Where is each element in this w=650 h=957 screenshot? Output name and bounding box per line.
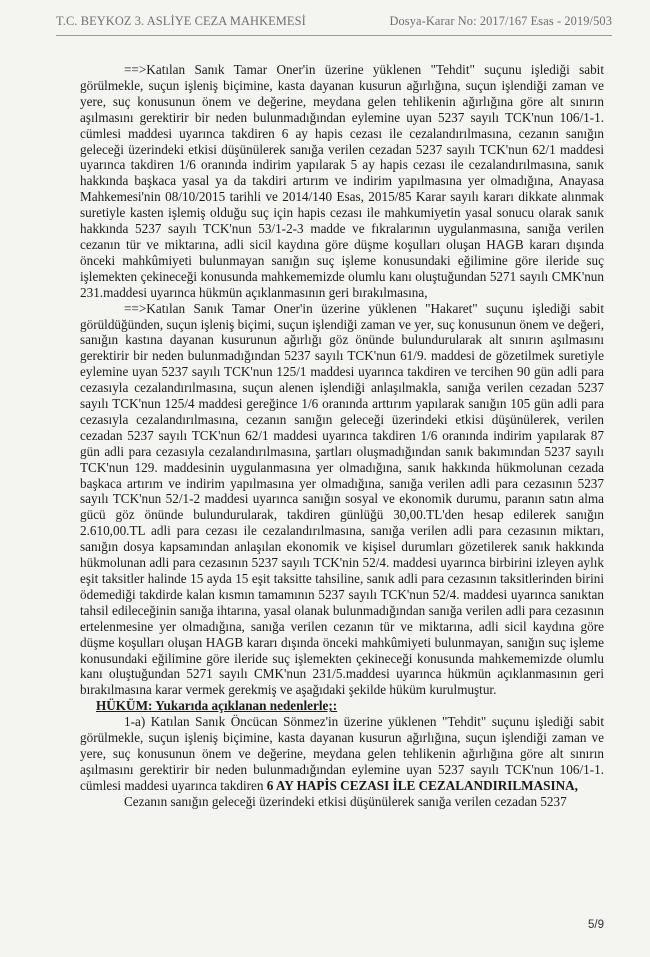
page-number: 5/9 (588, 919, 604, 931)
file-number: Dosya-Karar No: 2017/167 Esas - 2019/503 (389, 14, 612, 28)
paragraph-tehdit-tamar: ==>Katılan Sanık Tamar Oner'in üzerine yüklenen "Tehdit" suçunu işlediği sabit görülmekle, suçun işleniş biçimine, kasta dayanan kusurun ağırlığına, suçun işlendiği zaman ve yere, suç konusunun önem ve değerine, meydana gelen tehlikenin ağırlığına göre alt sınırın aşılmasını gerektirir bir neden bulunmadığından eylemine uyan 5237 sayılı TCK'nun 106/1-1. cümlesi maddesi uyarınca takdiren 6 ay hapis cezası ile cezalandırılmasına, cezanın sanığın geleceği üzerindeki etkisi düşünülerek sanığa verilen cezadan 5237 sayılı TCK'nun 62/1 maddesi uyarınca takdiren 1/6 oranında indirim yapılarak 5 ay hapis cezası ile cezalandırılmasına, sanık hakkında başkaca yasal ya da takdiri artırım ve indirim yapılmasına yer olmadığına, Anayasa Mahkemesi'nin 08/10/2015 tarihli ve 2014/140 Esas, 2015/85 Karar sayılı kararı dikkate alınmak suretiyle kasten işlemiş olduğu suç için hapis cezası ile mahkumiyetin yasal sonucu olarak sanık hakkında 5237 sayılı TCK'nun 53/1-2-3 madde ve fıkralarının uygulanmasına, sanığa verilen cezanın tür ve miktarına, adli sicil kaydına göre düşme koşulları oluşan HAGB kararı dışında önceki mahkûmiyeti bulunmayan sanığın suç işleme konusundaki eğilimine göre ileride suç işlemekten çekineceği konusunda mahkememizde olumlu kanı oluştuğundan 5271 sayılı CMK'nun 231.maddesi uyarınca hükmün açıklanmasının geri bırakılmasına, (80, 62, 604, 300)
paragraph-ceza-etkisi: Cezanın sanığın geleceği üzerindeki etkisi düşünülerek sanığa verilen cezadan 5237 (124, 793, 567, 809)
document-header (56, 14, 612, 29)
hukum-heading: HÜKÜM: Yukarıda açıklanan nedenlerle;: (96, 698, 338, 714)
court-name: T.C. BEYKOZ 3. ASLİYE CEZA MAHKEMESİ (56, 14, 306, 28)
paragraph-tehdit-oncucan-text: 1-a) Katılan Sanık Öncücan Sönmez'in üzerine yüklenen "Tehdit" suçunu işlediği sabit görülmekle, suçun işleniş biçimine, kasta dayanan kusurun ağırlığına, suçun işlendiği zaman ve yere, suç konusunun önem ve değerine, meydana gelen tehlikenin ağırlığına göre alt sınırın aşılmasını gerektirir bir neden bulunmadığından eylemine uyan 5237 sayılı TCK'nun 106/1-1. cümlesi maddesi uyarınca takdiren (80, 714, 604, 793)
paragraph-tehdit-oncucan (80, 714, 604, 794)
sentence-emphasis: 6 AY HAPİS CEZASI İLE CEZALANDIRILMASINA, (266, 777, 578, 793)
document-body (80, 62, 604, 810)
header-divider (56, 35, 612, 36)
paragraph-hakaret-tamar: ==>Katılan Sanık Tamar Oner'in üzerine yüklenen "Hakaret" suçunu işlediği sabit görüldüğünden, suçun işleniş biçimi, suçun işlendiği zaman ve yer, suç konusunun önem ve değeri, sanığın kastına dayanan kusurunun ağırlığı göz önünde bulundurularak alt sınırın aşılmasını gerektirir bir neden bulunmadığından 5237 sayılı TCK'nun 61/9. maddesi de gözetilmek suretiyle eylemine uyan 5237 sayılı TCK'nun 125/1 maddesi uyarınca takdiren ve tercihen 90 gün adli para cezasıyla cezalandırılmasına, suçun alenen işlendiği anlaşılmakla, sanığa verilen cezadan 5237 sayılı TCK'nun 125/4 maddesi gereğince 1/6 oranında arttırım yapılarak sanığın 105 gün adli para cezasıyla cezalandırılmasına, cezanın sanığın geleceği üzerindeki etkisi düşünülerek, verilen cezadan 5237 sayılı TCK'nun 62/1 maddesi uyarınca takdiren 1/6 oranında indirim yapılarak 87 gün adli para cezasıyla cezalandırılmasına, şartları oluşmadığından sanık bakımından 5237 sayılı TCK'nun 129. maddesinin uygulanmasına yer olmadığına, sanık hakkında hükmolunan cezada başkaca artırım ve indirim yapılmasına yer olmadığına, sanığa verilen adli para cezasının 5237 sayılı TCK'nun 52/1-2 maddesi uyarınca sanığın sosyal ve ekonomik durumu, paranın satın alma gücü göz önünde bulundurularak, takdiren günlüğü 30,00.TL'den hesap edilerek sanığın 2.610,00.TL adli para cezası ile cezalandırılmasına, sanığa verilen adli para cezasının miktarı, sanığın dosya kapsamından anlaşılan ekonomik ve kişisel durumları gözetilerek sanık hakkında hükmolunan adli para cezasının 5237 sayılı TCK'nin 52/4. maddesi uyarınca birbirini izleyen aylık eşit taksitler halinde 15 ayda 15 eşit taksitte tahsiline, sanık adli para cezasının taksitlerinden birini ödemediği takdirde kalan kısmın tamamının 5237 sayılı TCK'nun 52/4. maddesi uyarınca sanıktan tahsil edileceğinin sanığa ihtarına, yasal olanak bulunmadığından sanığa verilen adli para cezasının ertelenmesine yer olmadığına, sanığa verilen cezanın tür ve miktarına, adli sicil kaydına göre düşme koşulları oluşan HAGB kararı dışında önceki mahkûmiyeti bulunmayan, sanığın suç işleme konusundaki eğilimine göre ileride suç işlemekten çekineceği konusunda mahkememizde olumlu kanı oluştuğundan 5271 sayılı CMK'nun 231/5.maddesi uyarınca hükmün açıklanmasının geri bırakılmasına karar vermek gerekmiş ve aşağıdaki şekilde hüküm kurulmuştur. (80, 300, 604, 698)
